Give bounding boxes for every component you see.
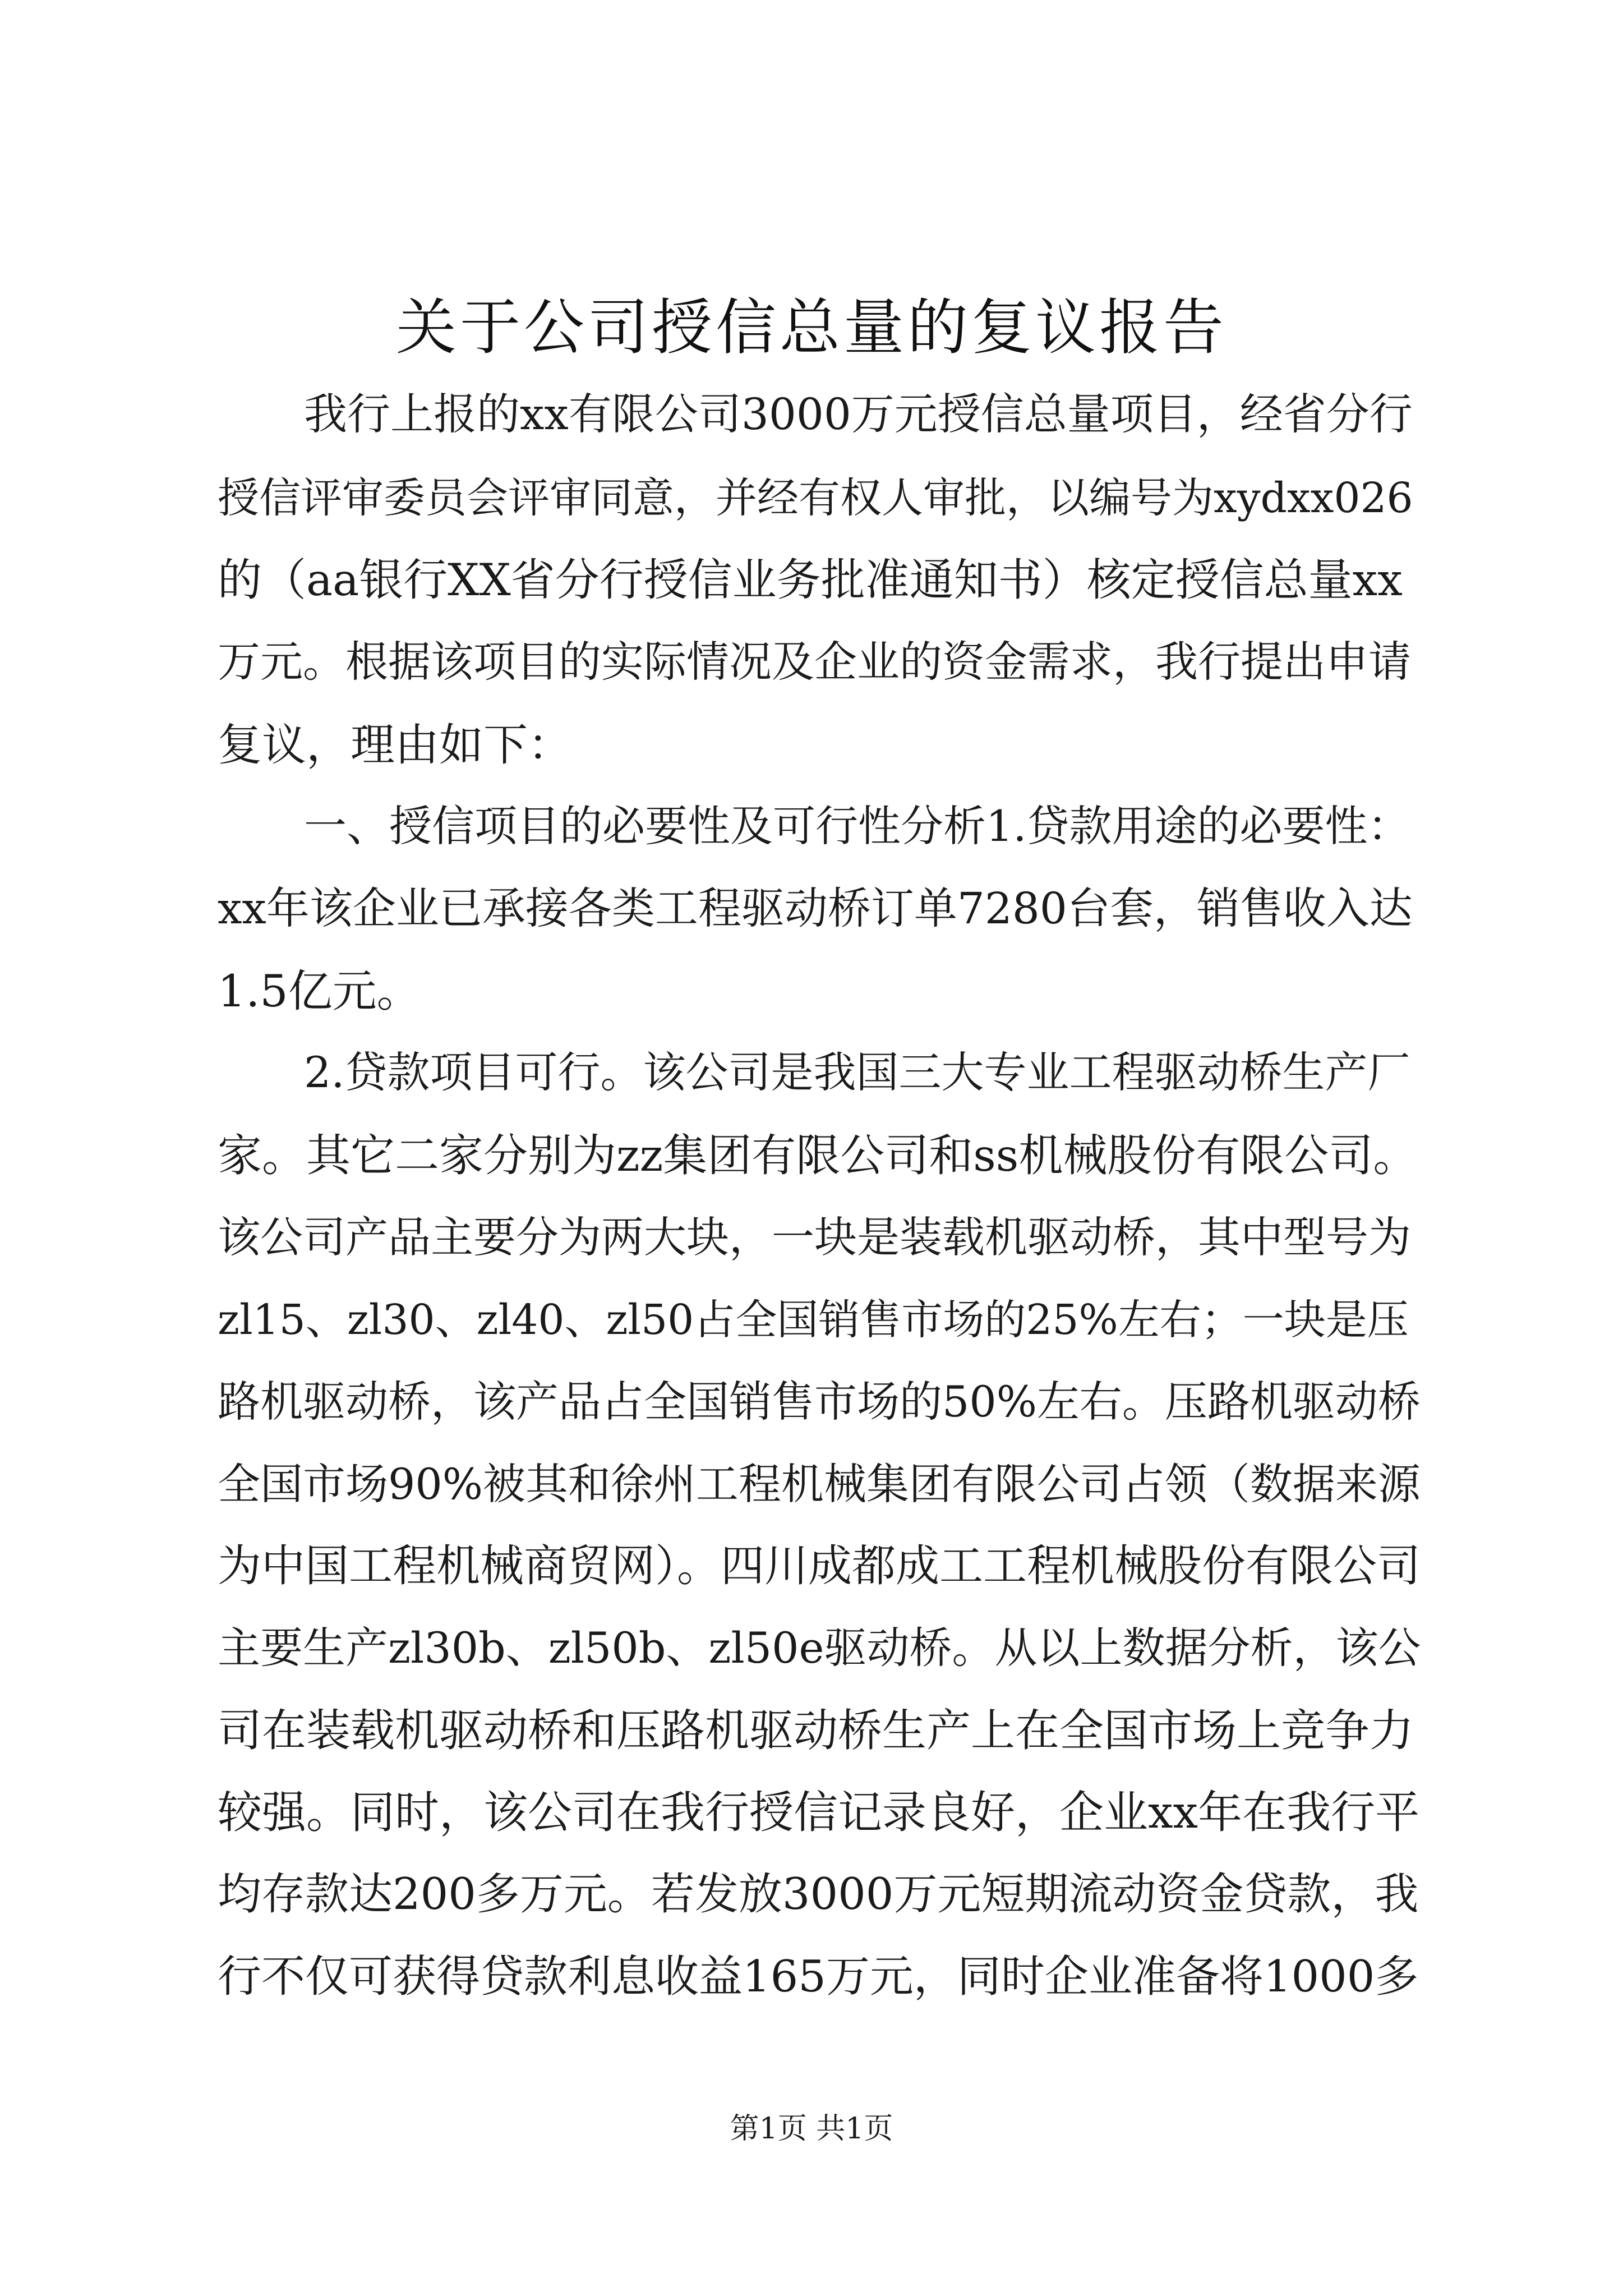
body-line: 2.贷款项目可行。该公司是我国三大专业工程驱动桥生产厂 <box>304 1047 1410 1097</box>
body-line: 较强。同时，该公司在我行授信记录良好，企业xx年在我行平 <box>218 1787 1420 1838</box>
page-number-footer: 第1页 共1页 <box>730 2112 893 2146</box>
body-line: 路机驱动桥，该产品占全国销售市场的50%左右。压路机驱动桥 <box>218 1377 1421 1427</box>
body-line: 该公司产品主要分为两大块，一块是装载机驱动桥，其中型号为 <box>218 1212 1411 1262</box>
body-line: zl15、zl30、zl40、zl50占全国销售市场的25%左右；一块是压 <box>218 1296 1409 1344</box>
body-line: 均存款达200多万元。若发放3000万元短期流动资金贷款，我 <box>218 1869 1419 1920</box>
body-line: xx年该企业已承接各类工程驱动桥订单7280台套，销售收入达 <box>218 884 1413 934</box>
body-line: 授信评审委员会评审同意，并经有权人审批，以编号为xydxx026 <box>218 474 1413 522</box>
body-line: 为中国工程机械商贸网）。四川成都成工工程机械股份有限公司 <box>218 1541 1421 1591</box>
document-title: 关于公司授信总量的复议报告 <box>395 293 1227 363</box>
body-line: 司在装载机驱动桥和压路机驱动桥生产上在全国市场上竞争力 <box>218 1705 1414 1756</box>
body-line: 万元。根据该项目的实际情况及企业的资金需求，我行提出申请 <box>218 637 1411 687</box>
body-line: 家。其它二家分别为zz集团有限公司和ss机械股份有限公司。 <box>218 1130 1418 1181</box>
body-line: 的（aa银行XX省分行授信业务批准通知书）核定授信总量xx <box>218 554 1403 606</box>
body-line: 一、授信项目的必要性及可行性分析1.贷款用途的必要性： <box>304 801 1410 851</box>
body-line: 行不仅可获得贷款利息收益165万元，同时企业准备将1000多 <box>218 1952 1419 2002</box>
body-line: 全国市场90%被其和徐州工程机械集团有限公司占领（数据来源 <box>218 1459 1421 1509</box>
body-line: 1.5亿元。 <box>218 965 421 1017</box>
body-line: 我行上报的xx有限公司3000万元授信总量项目，经省分行 <box>304 390 1413 440</box>
body-line: 复议，理由如下： <box>218 719 572 771</box>
body-line: 主要生产zl30b、zl50b、zl50e驱动桥。从以上数据分析，该公 <box>218 1623 1421 1673</box>
